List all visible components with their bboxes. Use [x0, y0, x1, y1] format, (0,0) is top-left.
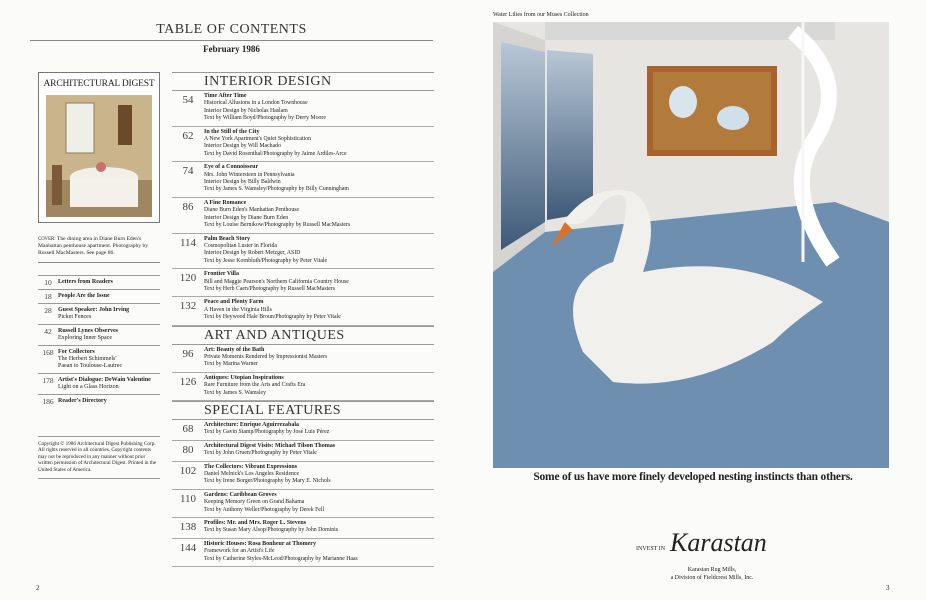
cover-caption: COVER: The dining area in Diane Burn Eden's Manhattan penthouse apartment. Photography by Russell MacMasters. See page 86.: [38, 236, 149, 256]
contents-entry[interactable]: [172, 345, 434, 373]
divider: [30, 40, 433, 41]
item-text: [58, 377, 151, 391]
department-item[interactable]: [38, 303, 160, 324]
contents-entry[interactable]: [172, 518, 434, 539]
entry-line: A New York Apartment's Quiet Sophistication: [204, 136, 311, 143]
contents-entry[interactable]: [172, 462, 434, 490]
cover-masthead: ARCHITECTURAL DIGEST: [43, 79, 155, 89]
page-number: 126: [179, 375, 197, 388]
page-number: 68: [182, 423, 194, 435]
karastan-logo: Karastan: [670, 528, 767, 557]
entry-title: Profiles: Mr. and Mrs. Roger L. Stevens: [204, 520, 307, 527]
page-number-right: 3: [886, 584, 890, 592]
entry-line: Text by Gavin Stamp/Photography by José Luis Pérez: [204, 429, 330, 436]
department-item[interactable]: [38, 275, 160, 289]
entry-title: Art: Beauty of the Bath: [204, 346, 265, 353]
entry-line: Historical Allusions in a London Townhouse: [204, 100, 308, 107]
ad-headline: Some of us have more finely developed nesting instincts than others.: [533, 471, 853, 483]
page-number: 54: [182, 94, 194, 106]
page-number: 62: [182, 129, 194, 142]
page-number: 110: [179, 492, 197, 505]
page-number: 138: [179, 521, 197, 534]
contents-entry[interactable]: [172, 162, 434, 198]
entry-line: Diane Burn Eden's Manhattan Penthouse: [204, 207, 300, 214]
item-text: [58, 398, 107, 405]
entry-line: Text by James S. Wamsley: [204, 389, 266, 396]
entry-text: [204, 520, 338, 535]
entry-text: [204, 443, 335, 458]
entry-text: [204, 541, 358, 563]
item-text: [58, 279, 113, 286]
company-info: Karastan Rug Mills, a Division of Fieldcrest Mills, Inc.: [670, 567, 754, 581]
page-number: 86: [182, 200, 194, 213]
entry-title: The Collectors: Vibrant Expressions: [204, 463, 298, 470]
entry-title: Antiques: Utopian Inspirations: [204, 374, 284, 381]
page-number: 10: [44, 278, 52, 287]
entry-text: [204, 164, 349, 194]
page-number: 186: [42, 397, 54, 406]
page-number: 96: [182, 347, 194, 360]
entry-text: [204, 129, 347, 159]
item-title: Letters from Readers: [58, 279, 113, 285]
section-heading: SPECIAL FEATURES: [172, 401, 434, 420]
item-subtitle: Paean to Toulouse-Lautrec: [58, 363, 123, 369]
entry-title: Architectural Digest Visits: Michael Tilson Thomas: [204, 442, 336, 449]
entry-text: [204, 271, 349, 293]
contents-entry[interactable]: [172, 441, 434, 462]
contents-entry[interactable]: [172, 539, 434, 567]
entry-title: Frontier Villa: [204, 271, 239, 278]
item-title: Reader's Directory: [58, 398, 107, 404]
entry-text: [204, 200, 350, 230]
cover-photo: [46, 95, 152, 217]
entry-line: Framework for an Artist's Life: [204, 548, 275, 555]
entry-title: Palm Beach Story: [204, 235, 250, 242]
entry-text: [204, 347, 327, 369]
photo-label: Water Lilies from our Muses Collection: [493, 12, 589, 18]
page-number: 178: [42, 376, 54, 385]
entry-title: In the Still of the City: [204, 128, 260, 135]
entry-text: [204, 492, 324, 514]
departments-list: [38, 275, 160, 408]
entry-line: Interior Design by Billy Baldwin: [204, 179, 281, 186]
entry-line: Text by Catherine Styles-McLeod/Photography by Marianne Haas: [204, 555, 358, 562]
toc-title: TABLE OF CONTENTS: [156, 22, 307, 37]
item-title: For Collectors: [58, 349, 95, 355]
contents-entry[interactable]: [172, 420, 434, 441]
page-number: 42: [44, 327, 52, 336]
contents-entry[interactable]: [172, 373, 434, 401]
item-subtitle: The Herbert Schimmels': [58, 356, 117, 362]
page-number: 132: [179, 300, 197, 313]
department-item[interactable]: [38, 394, 160, 408]
entry-line: A Haven in the Virginia Hills: [204, 306, 272, 313]
entry-line: Text by John Gruen/Photography by Peter Vitale: [204, 450, 317, 457]
section-heading: INTERIOR DESIGN: [172, 72, 434, 91]
page-number: 28: [44, 306, 52, 315]
page-number: 102: [179, 464, 197, 477]
page-number: 168: [42, 348, 54, 357]
section-heading: ART AND ANTIQUES: [172, 326, 434, 345]
entry-line: Text by Susan Mary Alsop/Photography by John Dominis: [204, 527, 339, 534]
page-number-left: 2: [36, 584, 40, 592]
item-subtitle: Light on a Glass Horizon: [58, 384, 119, 390]
ad-photo-swan: [493, 22, 889, 468]
item-title: People Are the Issue: [58, 293, 110, 299]
page-number: 18: [44, 292, 52, 301]
entry-line: Keeping Memory Green on Grand Bahama: [204, 499, 305, 506]
entry-line: Rare Furniture from the Arts and Crafts Era: [204, 382, 306, 389]
entry-line: Text by Anthony Weller/Photography by Derek Fell: [204, 506, 325, 513]
copyright-notice: Copyright © 1986 Architectural Digest Publishing Corp. All rights reserved in all countries. Copyright contents may not be reproduced in any manner without prior written permission of Architectural Digest. Printed in the United States of America.: [38, 436, 160, 479]
issue-date: February 1986: [203, 44, 260, 54]
item-title: Russell Lynes Observes: [58, 328, 119, 334]
entry-line: Interior Design by Diane Burn Eden: [204, 214, 289, 221]
entry-title: Architecture: Enrique Aguirrezabala: [204, 422, 299, 428]
contents-entry[interactable]: [172, 198, 434, 234]
department-item[interactable]: [38, 324, 160, 345]
department-item[interactable]: [38, 289, 160, 303]
entry-line: Text by Louise Bernikow/Photography by Russell MacMasters: [204, 222, 351, 229]
entry-line: Text by David Rosenthal/Photography by Jaime Ardiles-Arce: [204, 150, 347, 157]
entry-line: Text by James S. Wamsley/Photography by Billy Cunningham: [204, 186, 349, 193]
department-item[interactable]: [38, 345, 160, 373]
contents-entry[interactable]: [172, 127, 434, 163]
page-number: 114: [179, 236, 197, 249]
entry-line: Text by Jesse Kornbluth/Photography by Peter Vitale: [204, 257, 328, 264]
page-number: 144: [179, 541, 197, 554]
contents-entry[interactable]: [172, 234, 434, 270]
entry-title: Eye of a Connoisseur: [204, 164, 259, 171]
entry-line: Text by Irene Borger/Photography by Mary E. Nichols: [204, 478, 331, 485]
item-text: [58, 307, 129, 321]
entry-text: [204, 236, 327, 266]
entry-line: Cosmopolitan Luster in Florida: [204, 242, 277, 249]
entry-line: Interior Design by Nicholas Haslam: [204, 107, 288, 114]
entry-line: Text by Marina Warner: [204, 361, 258, 368]
entry-text: [204, 375, 305, 397]
item-subtitle: Exploring Inner Space: [58, 335, 112, 341]
contents-entry[interactable]: [172, 91, 434, 127]
contents-column: [172, 72, 434, 567]
entry-line: Private Moments Rendered by Impressionist Masters: [204, 353, 328, 360]
entry-line: Daniel Melnick's Los Angeles Residence: [204, 471, 300, 478]
entry-title: Historic Houses: Rosa Bonheur at Thomery: [204, 540, 316, 547]
item-text: [58, 328, 118, 342]
entry-line: Bill and Maggie Pearson's Northern California Country House: [204, 278, 349, 285]
entry-title: A Fine Romance: [204, 199, 247, 206]
entry-line: Text by Heywood Hale Broun/Photography by Peter Vitale: [204, 314, 341, 321]
page-number: 80: [182, 443, 194, 456]
entry-text: [204, 464, 331, 486]
entry-line: Interior Design by Will Machado: [204, 143, 281, 150]
entry-title: Gardens: Caribbean Groves: [204, 491, 277, 498]
contents-entry[interactable]: [172, 297, 434, 325]
entry-text: [204, 93, 326, 123]
entry-line: Interior Design by Robert Metzger, ASID: [204, 250, 301, 257]
item-title: Guest Speaker: John Irving: [58, 307, 130, 313]
item-title: Artist's Dialogue: DeWain Valentine: [58, 377, 151, 383]
page-number: 120: [179, 272, 197, 285]
item-text: [58, 293, 110, 300]
entry-text: [204, 422, 329, 437]
department-item[interactable]: [38, 373, 160, 394]
entry-title: Peace and Plenty Farm: [204, 299, 264, 306]
page-number: 74: [182, 165, 194, 178]
contents-entry[interactable]: [172, 490, 434, 518]
entry-text: [204, 299, 341, 321]
cover-thumbnail[interactable]: [38, 72, 160, 223]
entry-title: Time After Time: [204, 93, 247, 99]
entry-line: Mrs. John Wintersteen in Pennsylvania: [204, 171, 295, 178]
item-subtitle: Picket Fences: [58, 314, 92, 320]
item-text: [58, 349, 122, 370]
contents-entry[interactable]: [172, 269, 434, 297]
entry-line: Text by William Boyd/Photography by Derry Moore: [204, 115, 326, 122]
invest-in-text: INVEST IN: [636, 546, 666, 552]
entry-line: Text by Herb Caen/Photography by Russell MacMasters: [204, 285, 335, 292]
